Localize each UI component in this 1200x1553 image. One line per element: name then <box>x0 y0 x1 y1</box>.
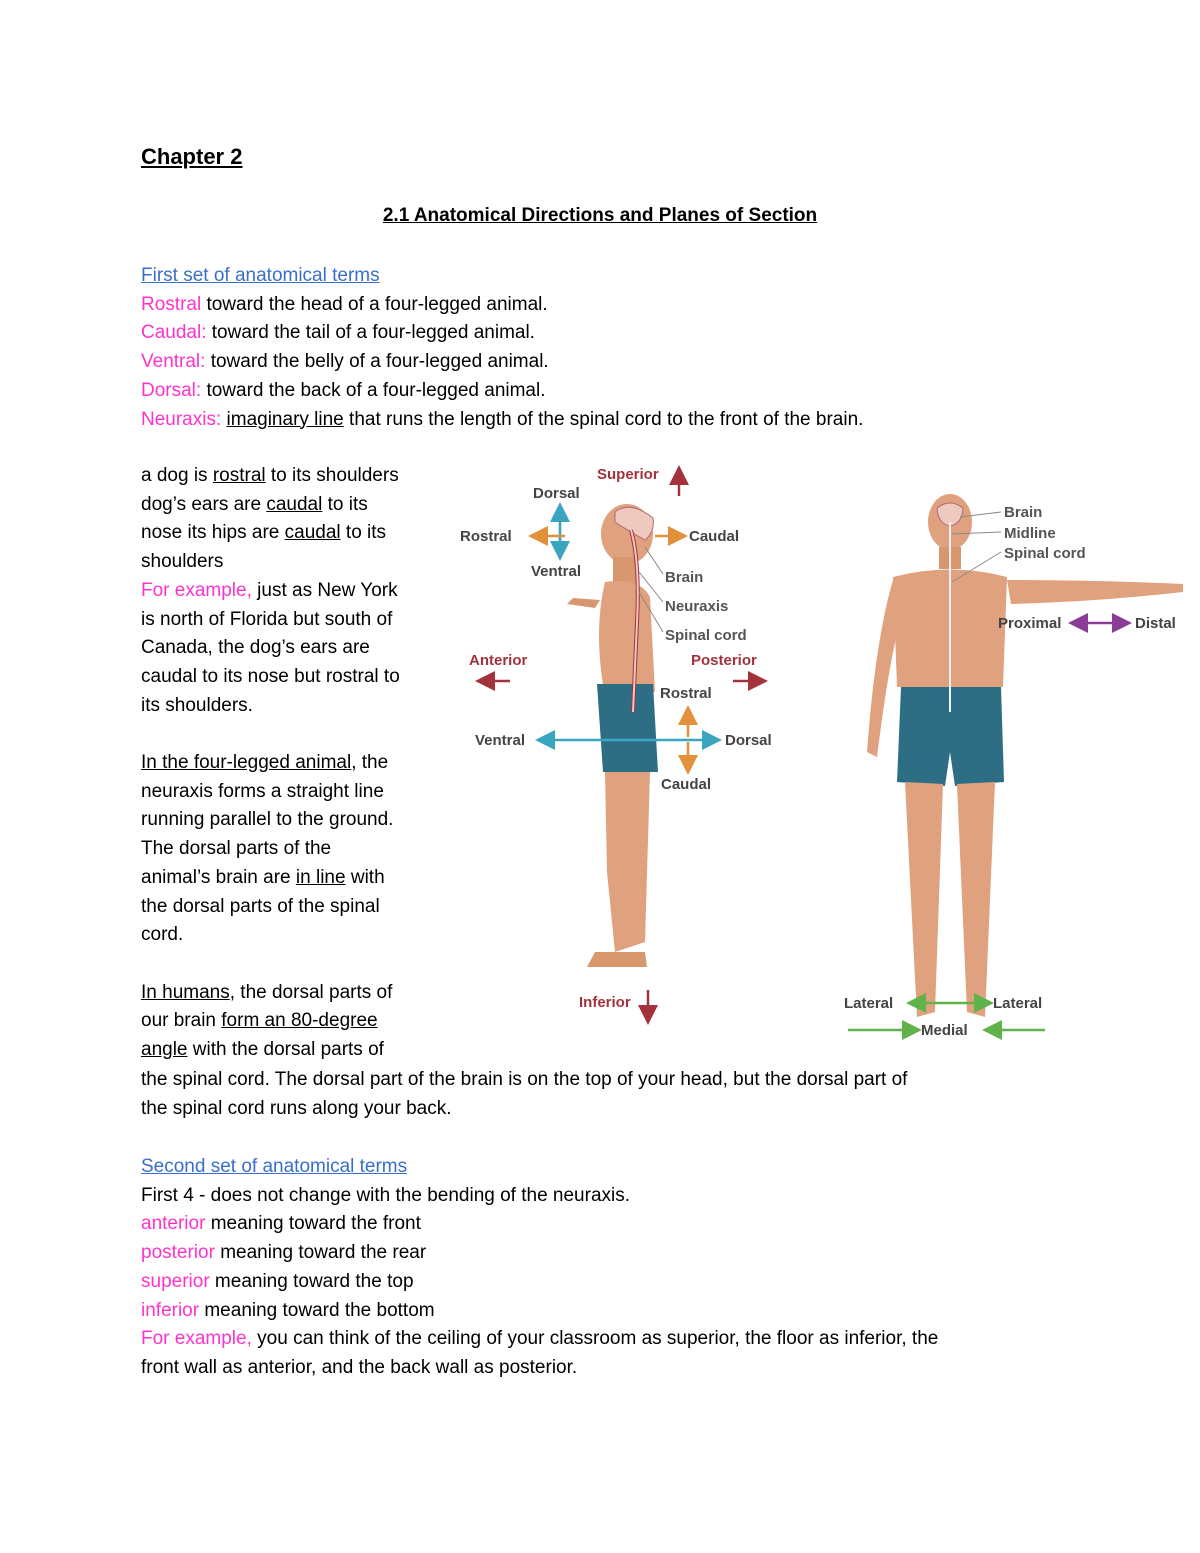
left-column-text <box>141 462 441 1065</box>
term-line: Caudal: toward the tail of a four-legged animal. <box>141 322 535 344</box>
label-caudal-lower: Caudal <box>661 776 712 793</box>
neuraxis-line: Neuraxis: imaginary line that runs the length of the spinal cord to the front of the brain. <box>141 408 864 430</box>
text-line: the spinal cord. The dorsal part of the brain is on the top of your head, but the dorsal part of <box>141 1069 908 1090</box>
term-line: superior meaning toward the top <box>141 1270 414 1292</box>
text-line: nose its hips are caudal to its <box>141 522 387 544</box>
label-inferior: Inferior <box>579 994 631 1011</box>
label-brain: Brain <box>665 569 704 586</box>
label-dorsal-lower: Dorsal <box>725 732 772 749</box>
label-lateral-left: Lateral <box>844 995 894 1012</box>
text-line: dog’s ears are caudal to its <box>141 493 368 515</box>
text-line: angle with the dorsal parts of <box>141 1039 384 1061</box>
label-ventral: Ventral <box>531 563 582 580</box>
term-line: posterior meaning toward the rear <box>141 1242 427 1264</box>
text-line: The dorsal parts of the <box>141 838 332 860</box>
text-line: neuraxis forms a straight line <box>141 780 384 802</box>
continuation-text <box>141 1066 1101 1123</box>
text-line: animal’s brain are in line with <box>141 866 385 888</box>
label-ventral-lower: Ventral <box>475 732 526 749</box>
label-front-brain: Brain <box>1004 504 1043 521</box>
label-neuraxis: Neuraxis <box>665 598 729 615</box>
label-spinal-cord: Spinal cord <box>665 627 747 644</box>
anatomy-figure <box>455 452 1190 1052</box>
chapter-title: Chapter 2 <box>141 144 243 169</box>
second-term-set <box>141 1153 1101 1383</box>
anatomy-diagram <box>455 452 1190 1052</box>
label-rostral-lower: Rostral <box>660 685 712 702</box>
label-medial: Medial <box>921 1022 968 1039</box>
text-line: Canada, the dog’s ears are <box>141 637 370 659</box>
example-line: front wall as anterior, and the back wall as posterior. <box>141 1356 578 1378</box>
text-line: For example, just as New York <box>141 579 398 601</box>
text-line: our brain form an 80-degree <box>141 1010 378 1032</box>
label-midline: Midline <box>1004 525 1056 542</box>
label-lateral-right: Lateral <box>993 995 1043 1012</box>
text-line: shoulders <box>141 551 224 573</box>
label-posterior: Posterior <box>691 652 757 669</box>
section-title: 2.1 Anatomical Directions and Planes of Section <box>382 205 818 226</box>
label-caudal: Caudal <box>689 528 740 545</box>
front-view-figure <box>867 494 1183 1017</box>
text-line: a dog is rostral to its shoulders <box>141 465 399 486</box>
second-set-heading: Second set of anatomical terms <box>141 1156 408 1177</box>
term-line: anterior meaning toward the front <box>141 1213 421 1235</box>
first-term-set <box>141 262 1101 434</box>
label-front-spinal-cord: Spinal cord <box>1004 545 1086 562</box>
text-line: cord. <box>141 924 184 946</box>
label-distal: Distal <box>1135 615 1176 632</box>
label-anterior: Anterior <box>469 652 528 669</box>
label-proximal: Proximal <box>998 615 1062 632</box>
example-line: For example, you can think of the ceiling of your classroom as superior, the floor as inferior, the <box>141 1328 939 1350</box>
label-dorsal: Dorsal <box>533 485 580 502</box>
text-line: In the four-legged animal, the <box>141 752 389 774</box>
text-line: is north of Florida but south of <box>141 608 393 630</box>
text-line: the spinal cord runs along your back. <box>141 1097 452 1119</box>
first-set-heading: First set of anatomical terms <box>141 265 380 286</box>
term-line: Rostral toward the head of a four-legged animal. <box>141 293 548 315</box>
term-line: Dorsal: toward the back of a four-legged animal. <box>141 379 546 401</box>
text-line: the dorsal parts of the spinal <box>141 895 380 917</box>
text-line: First 4 - does not change with the bending of the neuraxis. <box>141 1184 631 1206</box>
term-line: inferior meaning toward the bottom <box>141 1299 435 1321</box>
text-line: running parallel to the ground. <box>141 809 394 831</box>
text-line: its shoulders. <box>141 694 253 716</box>
text-line: In humans, the dorsal parts of <box>141 981 393 1003</box>
label-superior: Superior <box>597 466 659 483</box>
term-line: Ventral: toward the belly of a four-legged animal. <box>141 351 549 373</box>
text-line: caudal to its nose but rostral to <box>141 665 400 687</box>
label-rostral: Rostral <box>460 528 512 545</box>
